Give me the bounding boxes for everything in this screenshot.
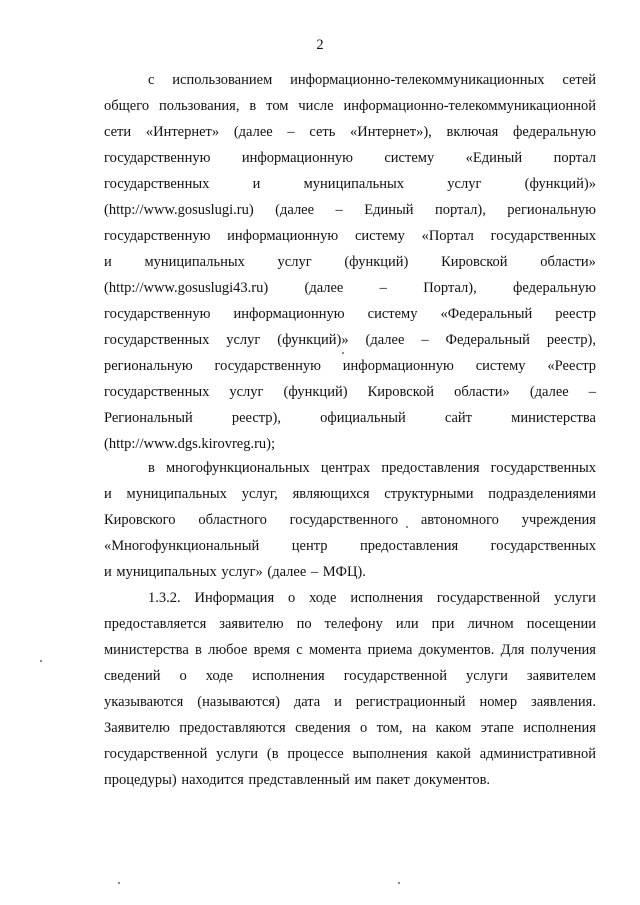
word: и	[334, 694, 342, 710]
text-line	[104, 93, 596, 119]
word: и	[104, 486, 112, 502]
word: –	[588, 384, 596, 400]
word: (функций)»	[277, 332, 349, 348]
word: приема	[367, 642, 413, 658]
word: сайт	[444, 410, 473, 426]
word: –	[335, 202, 343, 218]
word: каком	[435, 720, 472, 736]
word: министерства	[104, 642, 189, 658]
word: государственную	[104, 150, 211, 166]
word: услуг	[447, 176, 482, 192]
word: им	[354, 772, 372, 788]
word: или	[395, 616, 419, 632]
text-line	[104, 559, 596, 585]
word: указываются	[104, 694, 184, 710]
scan-speck	[40, 660, 42, 662]
scan-speck	[118, 882, 120, 884]
word: муниципальных	[116, 564, 217, 580]
paragraph-1-3-2	[104, 585, 596, 793]
word: государственную	[214, 358, 321, 374]
word: муниципальных	[126, 486, 227, 502]
word: муниципальных	[303, 176, 405, 192]
text-line	[104, 481, 596, 507]
word: реестр),	[231, 410, 281, 426]
text-line	[104, 455, 596, 481]
word: (далее	[365, 332, 405, 348]
word: (далее	[529, 384, 569, 400]
text-line	[104, 197, 596, 223]
text-line	[104, 119, 596, 145]
word: федеральную	[512, 124, 596, 140]
text-line	[104, 405, 596, 431]
word: Кировского	[104, 512, 176, 528]
word: –	[421, 332, 429, 348]
page-number: 2	[316, 37, 324, 53]
word: ходе	[309, 590, 337, 606]
word: (http://www.gosuslugi.ru)	[104, 202, 254, 218]
word: региональную	[104, 358, 193, 374]
text-line	[104, 275, 596, 301]
word: с	[296, 642, 303, 658]
word: предоставления	[360, 538, 459, 554]
scan-speck	[406, 526, 408, 528]
word: центр	[291, 538, 328, 554]
paragraph-mfc	[104, 455, 596, 585]
word: услуги	[554, 590, 596, 606]
word: систему	[384, 150, 435, 166]
word: государственных	[490, 228, 596, 244]
text-line	[104, 379, 596, 405]
text-line	[104, 171, 596, 197]
word: министерства	[511, 410, 596, 426]
word: процедуры)	[104, 772, 177, 788]
word: заявителем	[526, 668, 596, 684]
word: (функций)	[283, 384, 348, 400]
word: сеть	[309, 124, 336, 140]
text-line	[104, 533, 596, 559]
word: Информация	[194, 590, 275, 606]
word: регистрационный	[355, 694, 466, 710]
word: Федеральный	[445, 332, 530, 348]
word: Единый	[364, 202, 414, 218]
word: и	[104, 564, 112, 580]
word: структурными	[384, 486, 474, 502]
word: портал	[553, 150, 596, 166]
word: административной	[479, 746, 596, 762]
word: «Реестр	[547, 358, 596, 374]
word: систему	[354, 228, 405, 244]
word: в	[249, 98, 257, 114]
word: региональную	[507, 202, 596, 218]
word: в	[195, 642, 202, 658]
word: ходе	[205, 668, 234, 684]
word: документов.	[414, 772, 491, 788]
word: федеральную	[513, 280, 596, 296]
word: посещении	[526, 616, 596, 632]
word: с	[148, 72, 155, 88]
word: заявления.	[530, 694, 596, 710]
word: услуг,	[241, 486, 278, 502]
word: Портал),	[423, 280, 477, 296]
word: систему	[367, 306, 418, 322]
word: получения	[530, 642, 596, 658]
word: «Интернет»	[145, 124, 220, 140]
text-line	[104, 249, 596, 275]
word: (http://www.dgs.kirovreg.ru);	[104, 436, 276, 452]
text-line	[104, 327, 596, 353]
word: муниципальных	[144, 254, 245, 270]
word: (далее	[233, 124, 273, 140]
word: сведения	[295, 720, 351, 736]
word: информационную	[233, 306, 345, 322]
word: (в	[266, 746, 279, 762]
text-line	[104, 585, 596, 611]
word: процессе	[287, 746, 344, 762]
word: государственную	[104, 306, 211, 322]
word: автономного	[420, 512, 499, 528]
word: (http://www.gosuslugi43.ru)	[104, 280, 269, 296]
word: услуги	[216, 746, 259, 762]
word: –	[379, 280, 387, 296]
word: являющихся	[292, 486, 370, 502]
word: дата	[293, 694, 321, 710]
word: исполнения	[523, 720, 596, 736]
word: услуг	[277, 254, 312, 270]
scan-speck	[398, 882, 400, 884]
word: какой	[436, 746, 471, 762]
word: сети	[104, 124, 132, 140]
word: государственную	[104, 228, 211, 244]
word: телефону	[324, 616, 383, 632]
text-line	[104, 223, 596, 249]
word: исполнения	[252, 668, 325, 684]
word: (называются)	[197, 694, 280, 710]
word: пакет	[376, 772, 410, 788]
text-line	[104, 637, 596, 663]
word: пользования,	[159, 98, 240, 114]
word: –	[310, 564, 319, 580]
word: исполнения	[350, 590, 423, 606]
word: (далее	[275, 202, 315, 218]
word: информационно-телекоммуникационных	[290, 72, 545, 88]
word: сведений	[104, 668, 161, 684]
word: представленный	[248, 772, 350, 788]
word: личном	[467, 616, 514, 632]
word: Кировской	[367, 384, 435, 400]
word: использованием	[172, 72, 273, 88]
word: любое	[208, 642, 248, 658]
text-line	[104, 353, 596, 379]
text-line	[104, 301, 596, 327]
word: услуги	[466, 668, 508, 684]
text-line	[104, 689, 596, 715]
word: 1.3.2.	[148, 590, 181, 606]
word: государственного	[289, 512, 399, 528]
word: Кировской	[441, 254, 508, 270]
word: время	[253, 642, 291, 658]
word: услуг»	[221, 564, 263, 580]
text-line	[104, 145, 596, 171]
word: центрах	[320, 460, 371, 476]
word: подразделениями	[488, 486, 596, 502]
word: услуг	[226, 332, 261, 348]
word: государственных	[490, 538, 596, 554]
word: информационную	[342, 358, 454, 374]
word: государственной	[104, 746, 208, 762]
scan-speck	[342, 352, 344, 354]
word: и	[252, 176, 261, 192]
word: реестр),	[546, 332, 596, 348]
word: области»	[540, 254, 596, 270]
word: этапе	[480, 720, 514, 736]
word: предоставляется	[104, 616, 207, 632]
word: выполнения	[352, 746, 428, 762]
word: информационную	[227, 228, 339, 244]
word: учреждения	[521, 512, 596, 528]
word: сетей	[562, 72, 596, 88]
text-line	[104, 611, 596, 637]
word: по	[296, 616, 312, 632]
word: числе	[298, 98, 334, 114]
word: (далее	[267, 564, 307, 580]
word: (функций)	[344, 254, 409, 270]
text-line	[104, 507, 596, 533]
word: момента	[308, 642, 362, 658]
word: Региональный	[104, 410, 193, 426]
word: государственной	[436, 590, 541, 606]
word: –	[287, 124, 295, 140]
word: общего	[104, 98, 150, 114]
text-line	[104, 663, 596, 689]
word: о	[359, 720, 368, 736]
word: областного	[198, 512, 267, 528]
word: реестр	[555, 306, 596, 322]
word: «Многофункциональный	[104, 538, 260, 554]
word: на	[411, 720, 427, 736]
word: заявителю	[219, 616, 284, 632]
word: находится	[181, 772, 244, 788]
word: о	[287, 590, 296, 606]
word: предоставления	[381, 460, 480, 476]
word: при	[431, 616, 455, 632]
word: государственной	[343, 668, 448, 684]
word: номер	[479, 694, 518, 710]
word: государственных	[104, 384, 210, 400]
word: предоставляются	[179, 720, 286, 736]
text-line	[104, 67, 596, 93]
word: Для	[500, 642, 525, 658]
word: в	[148, 460, 155, 476]
word: информационно-телекоммуникационной	[343, 98, 596, 114]
word: официальный	[320, 410, 406, 426]
paragraph-information-channels	[104, 67, 596, 457]
word: МФЦ).	[322, 564, 366, 580]
word: государственных	[104, 176, 210, 192]
word: государственных	[104, 332, 210, 348]
word: систему	[475, 358, 526, 374]
text-line	[104, 715, 596, 741]
word: многофункциональных	[165, 460, 310, 476]
text-line	[104, 741, 596, 767]
word: государственных	[490, 460, 596, 476]
word: том,	[376, 720, 403, 736]
word: документов.	[418, 642, 495, 658]
word: включая	[446, 124, 499, 140]
word: «Интернет»),	[350, 124, 432, 140]
word: «Единый	[465, 150, 523, 166]
word: о	[179, 668, 187, 684]
text-line	[104, 767, 596, 793]
word: том	[266, 98, 289, 114]
word: (функций)»	[524, 176, 596, 192]
word: «Портал	[421, 228, 474, 244]
word: портал),	[434, 202, 486, 218]
word: услуг	[229, 384, 264, 400]
word: «Федеральный	[440, 306, 533, 322]
text-line	[104, 431, 596, 457]
word: (далее	[304, 280, 344, 296]
word: и	[104, 254, 112, 270]
word: области»	[454, 384, 510, 400]
word: Заявителю	[104, 720, 170, 736]
word: информационную	[241, 150, 353, 166]
